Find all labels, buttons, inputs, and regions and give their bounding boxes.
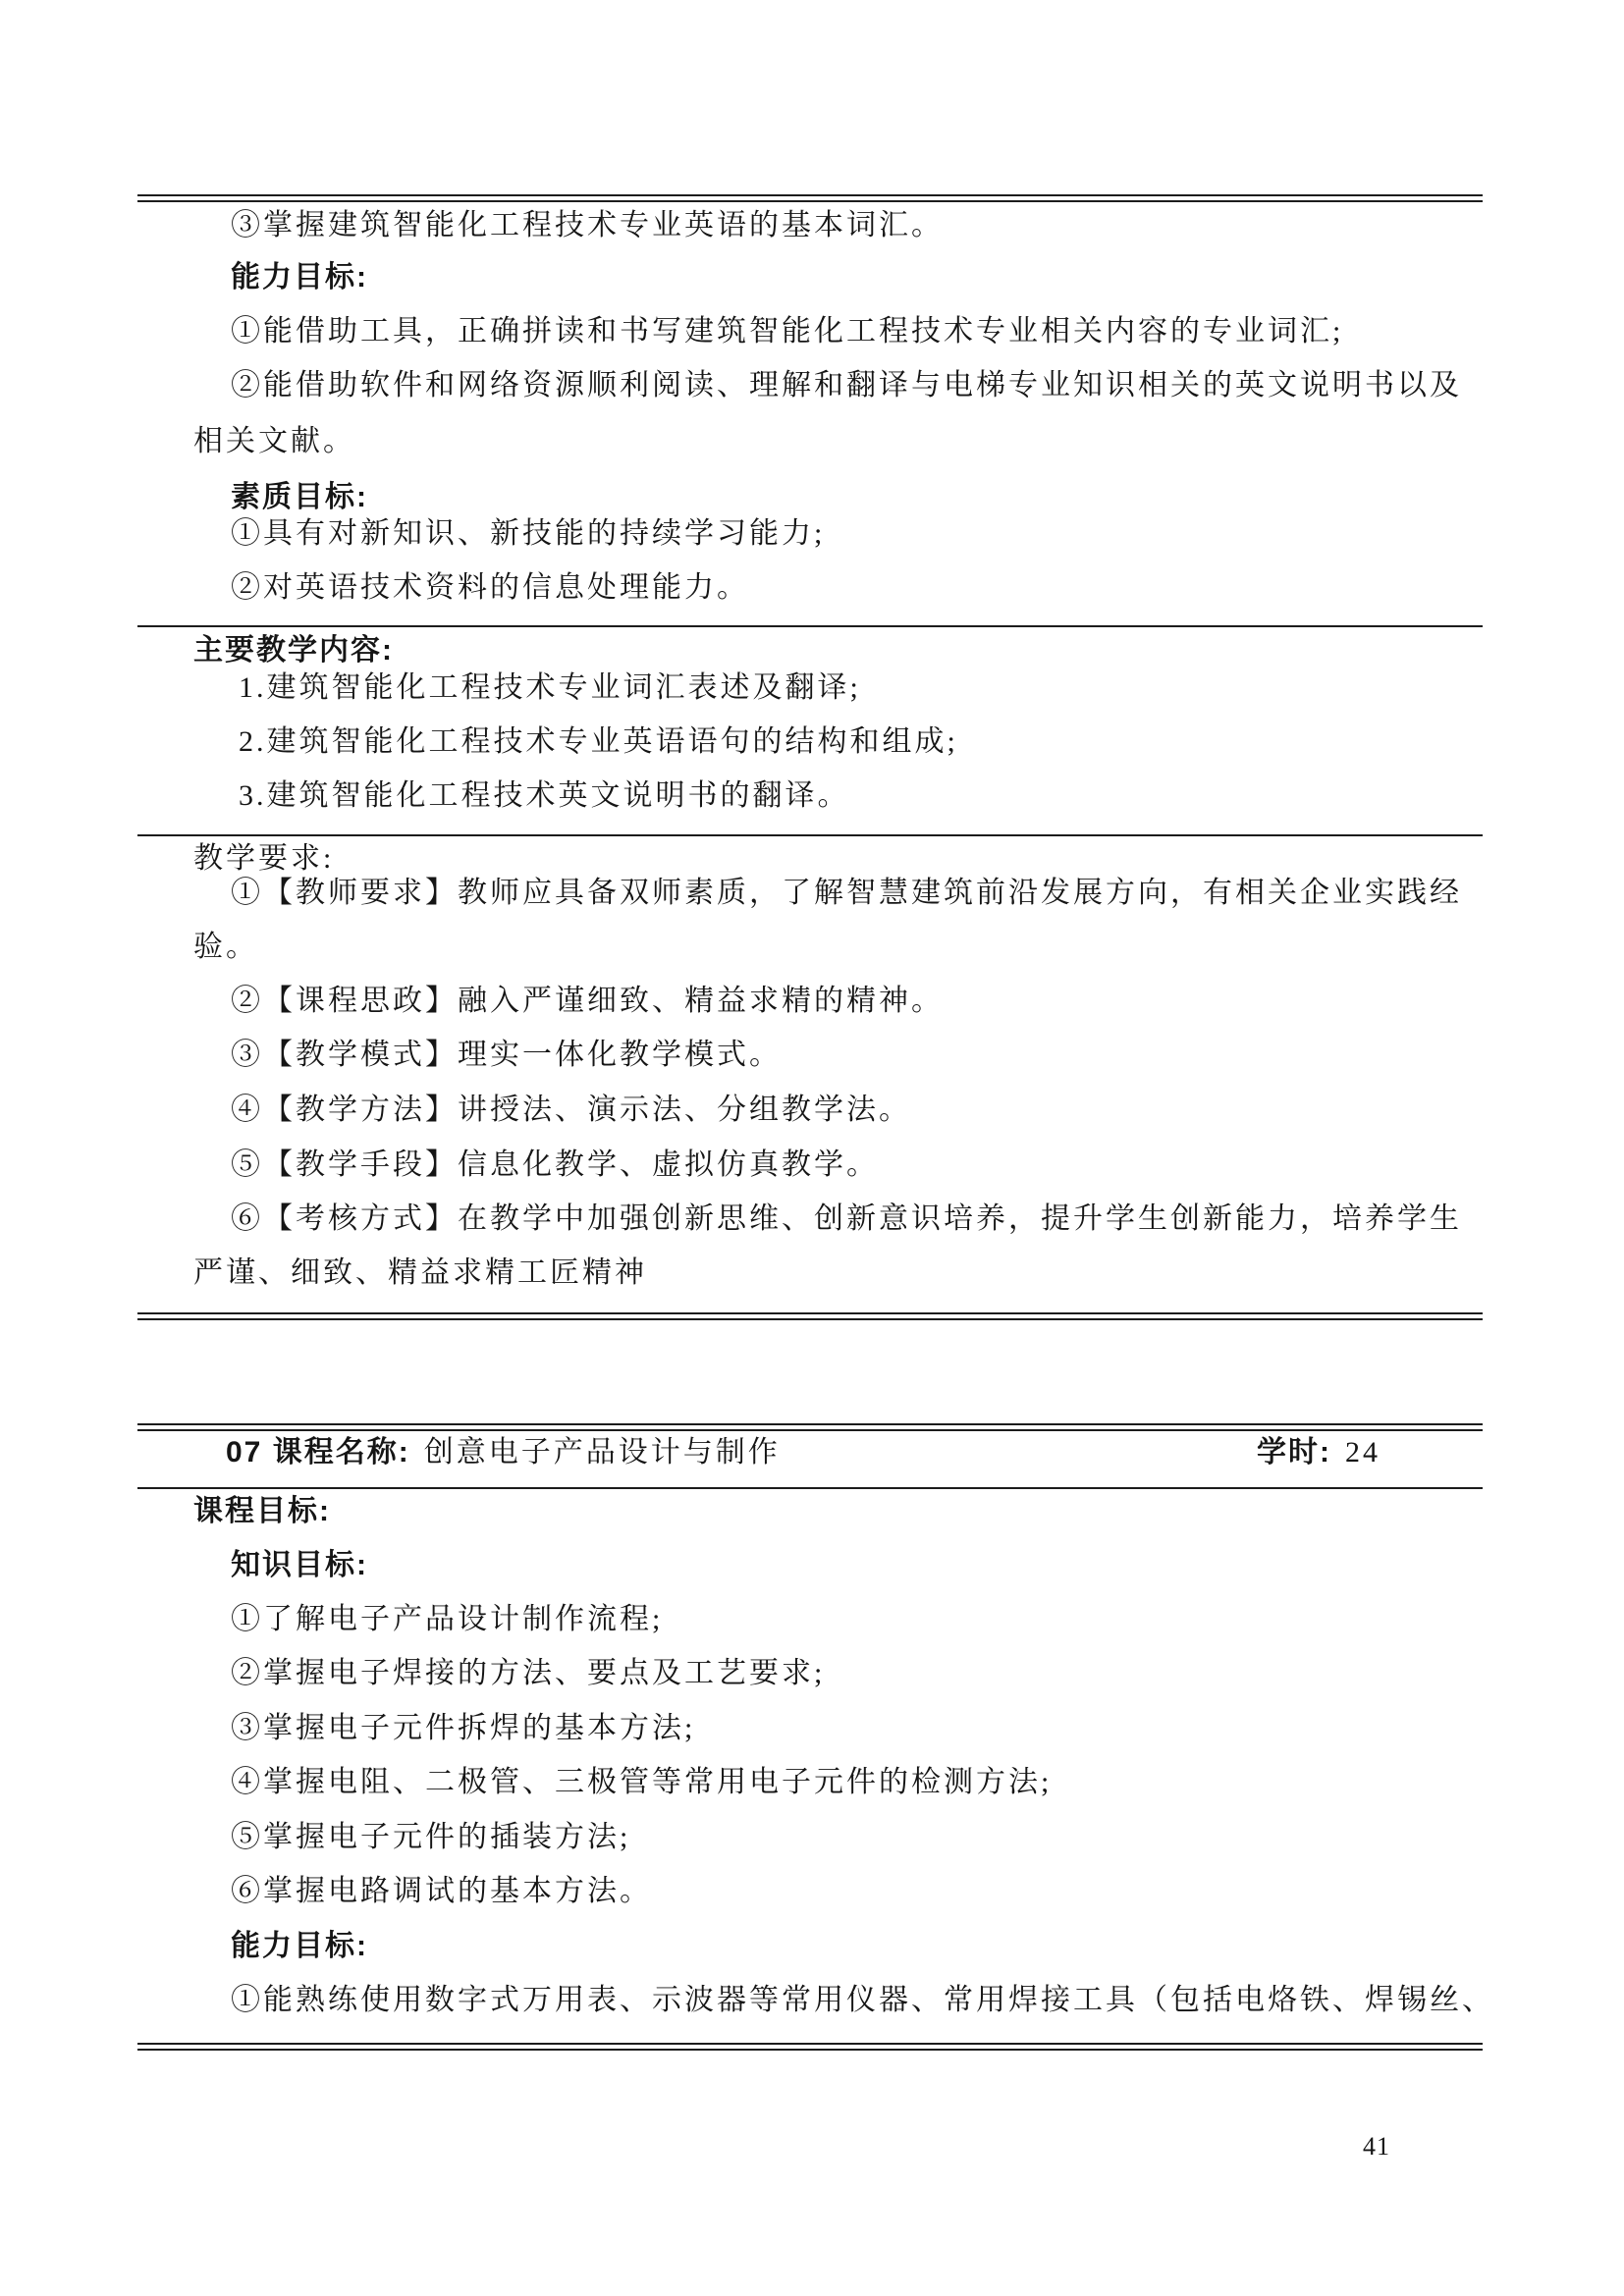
ability-objectives-heading: 能力目标:: [231, 261, 368, 294]
table-top-double-rule: [137, 194, 1483, 202]
course-name: 创意电子产品设计与制作: [423, 1436, 781, 1468]
table-row-rule: [137, 1487, 1483, 1489]
knowledge-objective-item: ④掌握电阻、二极管、三极管等常用电子元件的检测方法;: [231, 1766, 1053, 1798]
teaching-requirement-item: ③【教学模式】理实一体化教学模式。: [231, 1039, 782, 1071]
teaching-requirement-item: ⑤【教学手段】信息化教学、虚拟仿真教学。: [231, 1148, 879, 1181]
knowledge-objectives-heading: 知识目标:: [231, 1549, 368, 1581]
knowledge-objective-item: ①了解电子产品设计制作流程;: [231, 1603, 664, 1635]
teaching-requirement-item: ④【教学方法】讲授法、演示法、分组教学法。: [231, 1094, 911, 1126]
teaching-content-heading: 主要教学内容:: [193, 634, 394, 667]
quality-objective-item: ①具有对新知识、新技能的持续学习能力;: [231, 517, 826, 550]
ability-objective-item: ①能熟练使用数字式万用表、示波器等常用仪器、常用焊接工具（包括电烙铁、焊锡丝、: [231, 1984, 1494, 2016]
course-hours: [1257, 1436, 1380, 1469]
knowledge-objective-item: ③掌握电子元件拆焊的基本方法;: [231, 1712, 696, 1744]
teaching-requirement-item-continued: 严谨、细致、精益求精工匠精神: [193, 1256, 647, 1289]
ability-objective-item-continued: 相关文献。: [193, 425, 355, 457]
knowledge-objective-item: ②掌握电子焊接的方法、要点及工艺要求;: [231, 1657, 826, 1689]
teaching-requirement-item-continued: 验。: [193, 931, 258, 963]
ability-objective-item: ①能借助工具，正确拼读和书写建筑智能化工程技术专业相关内容的专业词汇;: [231, 315, 1344, 347]
table-bottom-double-rule: [137, 1312, 1483, 1320]
teaching-content-item: 2.建筑智能化工程技术专业英语语句的结构和组成;: [239, 725, 958, 758]
teaching-content-item: 1.建筑智能化工程技术专业词汇表述及翻译;: [239, 671, 861, 704]
knowledge-objective-item: ③掌握建筑智能化工程技术专业英语的基本词汇。: [231, 209, 944, 241]
knowledge-objective-item: ⑥掌握电路调试的基本方法。: [231, 1875, 652, 1907]
course-objectives-heading: 课程目标:: [193, 1495, 331, 1527]
teaching-content-item: 3.建筑智能化工程技术英文说明书的翻译。: [239, 779, 850, 812]
teaching-requirements-heading: 教学要求:: [193, 842, 335, 875]
teaching-requirement-item: ①【教师要求】教师应具备双师素质，了解智慧建筑前沿发展方向，有相关企业实践经: [231, 877, 1462, 909]
page-bottom-double-rule: [137, 2043, 1483, 2051]
ability-objectives-heading: 能力目标:: [231, 1930, 368, 1962]
quality-objective-item: ②对英语技术资料的信息处理能力。: [231, 571, 749, 604]
quality-objectives-heading: 素质目标:: [231, 481, 368, 513]
course-header-row: [226, 1436, 781, 1469]
hours-value: 24: [1345, 1436, 1380, 1468]
table-row-rule: [137, 625, 1483, 627]
table-top-double-rule: [137, 1423, 1483, 1431]
page-number: 41: [1363, 2132, 1390, 2161]
course-number-label: 07 课程名称:: [226, 1436, 410, 1468]
ability-objective-item: ②能借助软件和网络资源顺利阅读、理解和翻译与电梯专业知识相关的英文说明书以及: [231, 369, 1462, 401]
teaching-requirement-item: ⑥【考核方式】在教学中加强创新思维、创新意识培养，提升学生创新能力，培养学生: [231, 1202, 1462, 1235]
hours-label: 学时:: [1257, 1436, 1331, 1468]
teaching-requirement-item: ②【课程思政】融入严谨细致、精益求精的精神。: [231, 985, 944, 1017]
knowledge-objective-item: ⑤掌握电子元件的插装方法;: [231, 1821, 631, 1853]
table-row-rule: [137, 834, 1483, 836]
